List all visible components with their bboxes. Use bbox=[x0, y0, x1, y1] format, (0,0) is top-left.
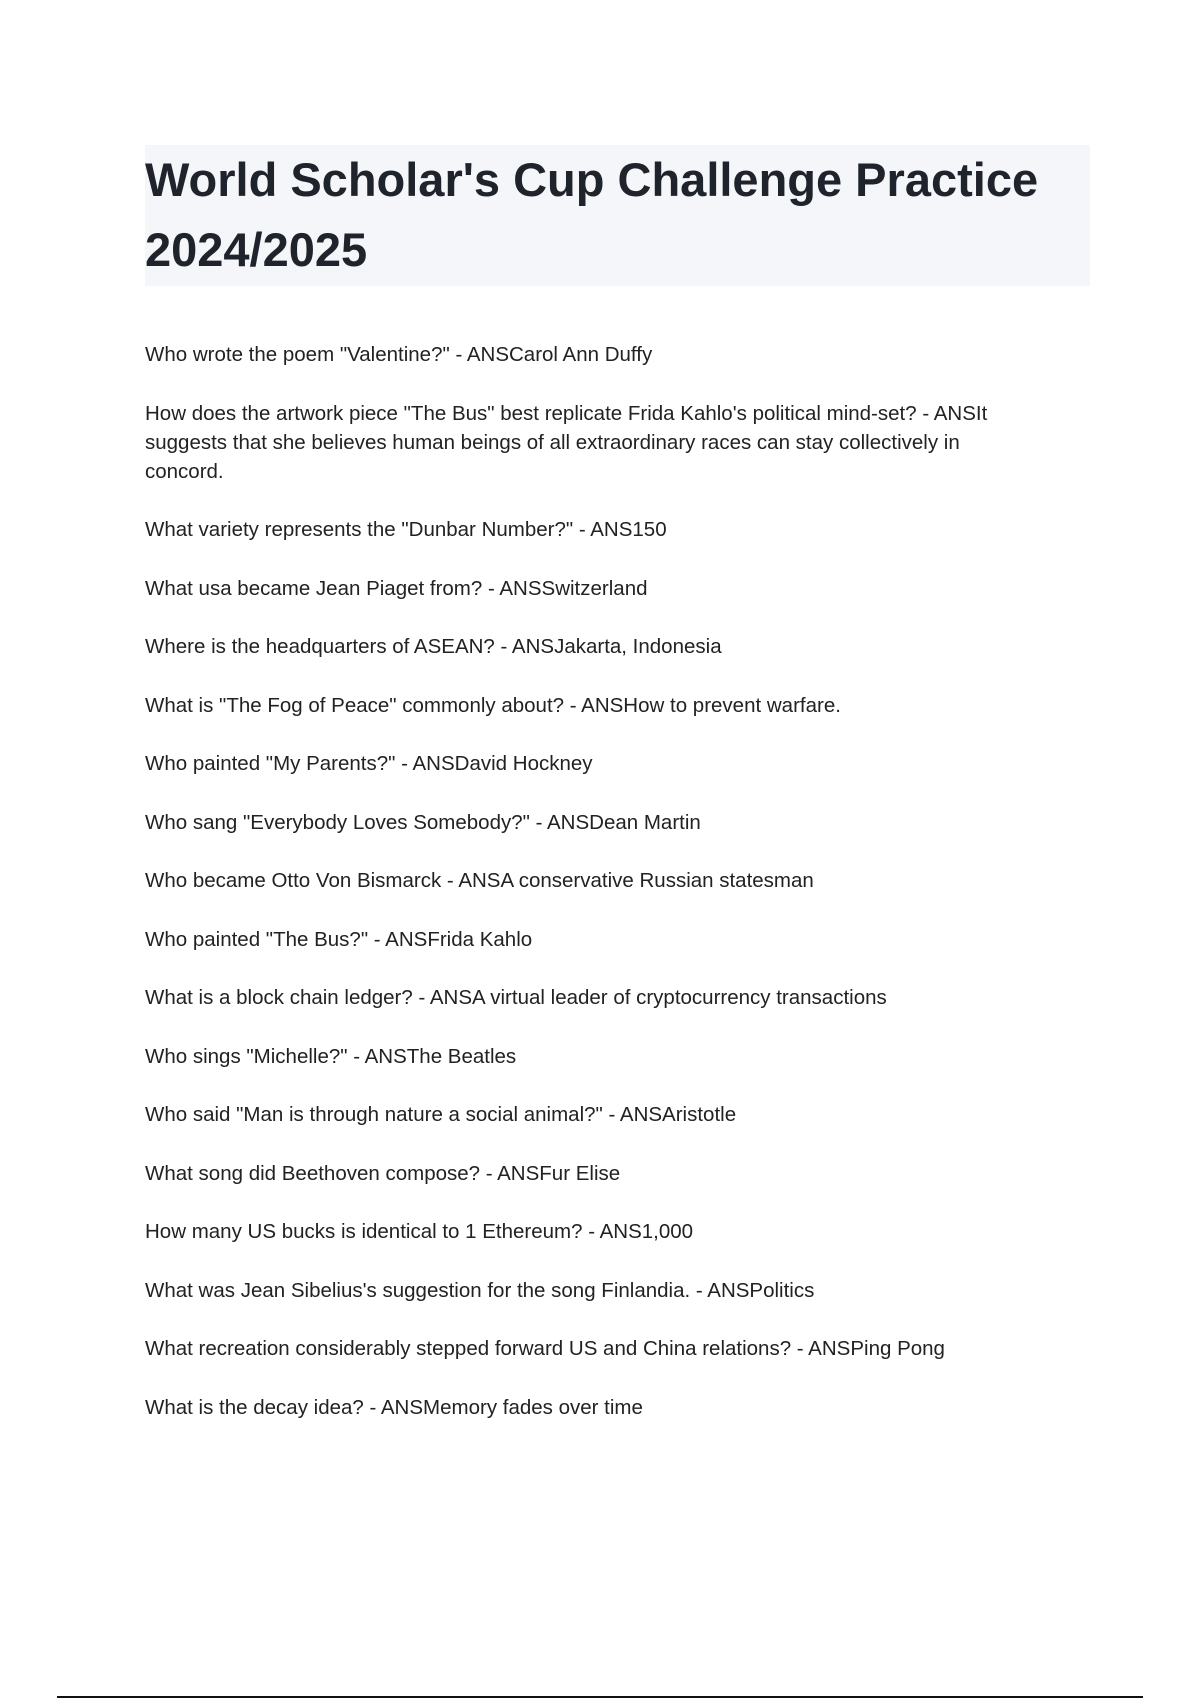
qa-item: Who wrote the poem "Valentine?" - ANSCarol Ann Duffy bbox=[145, 343, 653, 366]
qa-item-multiline bbox=[145, 399, 1075, 486]
qa-item: Who sang "Everybody Loves Somebody?" - ANSDean Martin bbox=[145, 810, 701, 834]
qa-item: Who sings "Michelle?" - ANSThe Beatles bbox=[145, 1044, 517, 1068]
qa-item-line: suggests that she believes human beings of all extraordinary races can stay collectively in bbox=[145, 430, 960, 454]
qa-item: What recreation considerably stepped forward US and China relations? - ANSPing Pong bbox=[145, 1337, 945, 1360]
qa-item: What usa became Jean Piaget from? - ANSSwitzerland bbox=[145, 576, 648, 600]
qa-item: How many US bucks is identical to 1 Ethereum? - ANS1,000 bbox=[145, 1220, 694, 1243]
qa-item: What was Jean Sibelius's suggestion for the song Finlandia. - ANSPolitics bbox=[145, 1278, 815, 1302]
qa-item: What is a block chain ledger? - ANSA virtual leader of cryptocurrency transactions bbox=[145, 986, 887, 1009]
qa-item: Who painted "The Bus?" - ANSFrida Kahlo bbox=[145, 927, 533, 951]
qa-item: Who said "Man is through nature a social animal?" - ANSAristotle bbox=[145, 1103, 737, 1126]
qa-item: What song did Beethoven compose? - ANSFur Elise bbox=[145, 1161, 621, 1185]
qa-item-line: How does the artwork piece "The Bus" best replicate Frida Kahlo's political mind-set? - ANSIt bbox=[145, 401, 988, 425]
footer-divider bbox=[57, 1696, 1143, 1698]
title-block bbox=[145, 145, 1090, 286]
qa-item-line: concord. bbox=[145, 459, 224, 483]
qa-item: What variety represents the "Dunbar Number?" - ANS150 bbox=[145, 518, 667, 541]
qa-item: Who became Otto Von Bismarck - ANSA conservative Russian statesman bbox=[145, 869, 814, 892]
qa-item: What is "The Fog of Peace" commonly about? - ANSHow to prevent warfare. bbox=[145, 693, 841, 717]
page-title-line-2: 2024/2025 bbox=[145, 223, 368, 276]
page-title-line-1: World Scholar's Cup Challenge Practice bbox=[145, 153, 1039, 206]
qa-item: Where is the headquarters of ASEAN? - ANSJakarta, Indonesia bbox=[145, 635, 722, 658]
qa-item: What is the decay idea? - ANSMemory fades over time bbox=[145, 1395, 643, 1419]
qa-list bbox=[145, 340, 1075, 1422]
qa-item: Who painted "My Parents?" - ANSDavid Hockney bbox=[145, 752, 593, 775]
